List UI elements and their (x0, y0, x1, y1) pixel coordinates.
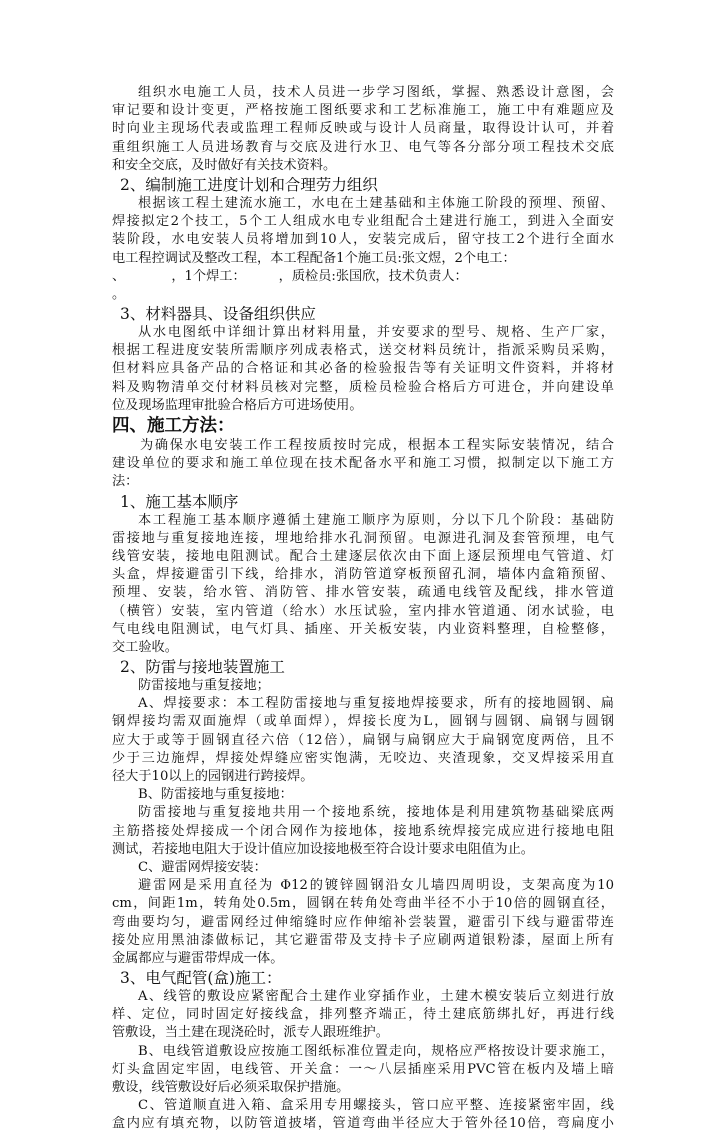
text-line: 金属都应与避雷带焊成一体。 (112, 950, 284, 966)
heading-basic-sequence: 1、施工基本顺序 (120, 492, 239, 511)
text-line: 本工程施工基本顺序遵循土建施工顺序为原则，分以下几个阶段：基础防 (138, 512, 614, 528)
text-line: 盒内应有填充物，以防管道披堵，管道弯曲半径应大于管外径10倍，弯扁度小 (112, 1116, 614, 1132)
paragraph-part-c (112, 877, 614, 968)
text-line: C、管道顺直进入箱、盒采用专用螺接头，管口应平整、连接紧密牢固，线 (138, 1098, 614, 1114)
paragraph-materials (112, 324, 614, 415)
text-line: 焊接拟定2个技工，5个工人组成水电专业组配合土建进行施工，到进入全面安 (112, 214, 614, 230)
text-line: 时向业主现场代表或监理工程师反映或与设计人员商量，取得设计认可，并着 (112, 121, 614, 137)
text-line: 防雷接地与重复接地共用一个接地系统，接地体是利用建筑物基础梁底两 (138, 805, 614, 821)
paragraph-part-b (112, 804, 614, 859)
text-line: 。 (112, 286, 126, 302)
text-line: 根据该工程土建流水施工，水电在土建基础和主体施工阶段的预埋、预留、 (138, 195, 614, 211)
text-line: 敷设，线管敷设好后必须采取保护措施。 (112, 1080, 350, 1095)
text-line: （横管）安装，室内管道（给水）水压试验，室内排水管道通、闭水试验，电 (112, 603, 614, 619)
text-line: 钢焊接均需双面施焊（或单面焊），焊接长度为L，圆钢与圆钢、扁钢与圆钢 (112, 714, 614, 730)
text-line: 避雷网是采用直径为 Φ12的镀锌圆钢沿女儿墙四周明设，支架高度为10 (138, 878, 614, 894)
text-line: 径大于10以上的园钢进行跨接焊。 (112, 769, 314, 784)
paragraph-welding-requirements (112, 695, 614, 786)
text-line: B、电线管道敷设应按施工图纸标准位置走向，规格应严格按设计要求施工， (138, 1043, 614, 1059)
subheading-part-c: C、避雷网焊接安装： (138, 859, 267, 875)
text-line: 料及购物清单交付材料员核对完整，质检员检验合格后方可进仓，并向建设单 (112, 379, 614, 395)
heading-materials: 3、材料器具、设备组织供应 (120, 305, 316, 324)
text-line: 样、定位，同时固定好接线盒，排列整齐端正，待土建底筋绑扎好，再进行线 (112, 1007, 614, 1023)
text-line: 雷接地与重复接地连接，埋地给排水孔洞预留。电源进孔洞及套管预埋，电气 (112, 530, 614, 546)
text-line: 接处应用黑油漆做标记，其它避雷带及支持卡子应刷两道银粉漆，屋面上所有 (112, 932, 614, 948)
text-line: 测试，若接地电阻大于设计值应加设接地极至符合设计要求电阻值为止。 (112, 841, 534, 857)
text-line: 重组织施工人员进场教育与交底及进行水卫、电气等各分部分项工程技术交底 (112, 139, 614, 155)
text-line: 气电线电阻测试，电气灯具、插座、开关板安装，内业资料整理，自检整修， (112, 621, 614, 637)
text-line: 根据工程进度安装所需顺序列成表格式，送交材料员统计，指派采购员采购， (112, 343, 614, 359)
heading-schedule: 2、编制施工进度计划和合理劳力组织 (120, 175, 378, 194)
text-line: 法： (112, 474, 139, 490)
text-line: 组织水电施工人员，技术人员进一步学习图纸，掌握、熟悉设计意图，会 (138, 85, 614, 100)
text-line: 从水电图纸中详细计算出材料用量，并安要求的型号、规格、生产厂家， (138, 325, 614, 341)
text-line: 为确保水电安装工作工程按质按时完成，根据本工程实际安装情况，结合 (140, 438, 614, 453)
text-line: 审记要和设计变更，严格按施工图纸要求和工艺标准施工，施工中有难题应及 (112, 103, 614, 119)
text-line: 电工程控调试及整改工程，本工程配备1个施工员:张文煜，2个电工： (112, 250, 516, 266)
paragraph-schedule (112, 195, 614, 304)
text-line: 、 ，1个焊工： ，质检员:张国欣，技术负责人： (112, 268, 468, 284)
text-line: A、线管的敷设应紧密配合土建作业穿插作业，土建木模安装后立刻进行放 (138, 989, 614, 1005)
paragraph-intro (112, 437, 614, 492)
text-line: 交工验收。 (112, 639, 178, 655)
subheading-part-b: B、防雷接地与重复接地： (138, 787, 293, 803)
subheading-grounding: 防雷接地与重复接地； (138, 678, 270, 694)
text-line: 但材料应具备产品的合格证和其必备的检验报告等有关证明文件资料，并将材 (112, 361, 614, 377)
text-line: 位及现场监理审批验合格后方可进场使用。 (112, 397, 363, 413)
text-line: 管敷设，当土建在现浇砼时，派专人跟班维护。 (112, 1025, 389, 1041)
paragraph-conduit-a (112, 988, 614, 1043)
text-line: 和安全交底，及时做好有关技术资料。 (112, 157, 337, 173)
document-page (112, 84, 614, 1134)
text-line: 应大于或等于圆钢直径六倍（12倍），扁钢与扁钢应大于扁钢宽度两倍，且不 (112, 732, 614, 748)
text-line: 头盒，焊接避雷引下线，给排水，消防管道穿板预留孔洞，墙体内盒箱预留、 (112, 567, 614, 583)
text-line: 装阶段，水电安装人员将增加到10人，安装完成后，留守技工2个进行全面水 (112, 232, 614, 248)
text-line: 少于三边施焊，焊接处焊缝应密实饱满，无咬边、夹渣现象，交叉焊接采用直 (112, 750, 614, 766)
text-line: A、焊接要求：本工程防雷接地与重复接地焊接要求，所有的接地圆钢、扁 (138, 696, 614, 712)
text-line: 建设单位的要求和施工单位现在技术配备水平和施工习惯，拟制定以下施工方 (112, 456, 614, 472)
paragraph-conduit-b (112, 1043, 614, 1098)
section-title-construction-methods: 四、施工方法： (112, 416, 235, 436)
paragraph-organization (112, 84, 614, 175)
paragraph-conduit-c (112, 1097, 614, 1133)
text-line: 弯曲要均匀，避雷网经过伸缩缝时应作伸缩补尝装置，避雷引下线与避雷带连 (112, 914, 614, 930)
heading-lightning-grounding: 2、防雷与接地装置施工 (120, 658, 285, 677)
text-line: 灯头盒固定牢固，电线管、开关盒：一～八层插座采用PVC管在板内及墙上暗 (112, 1061, 614, 1077)
paragraph-basic-sequence (112, 512, 614, 658)
text-line: 主筋搭接处焊接成一个闭合网作为接地体，接地系统焊接完成应进行接地电阻 (112, 823, 614, 839)
text-line: cm，间距1m，转角处0.5m，圆钢在转角处弯曲半径不小于10倍的圆钢直径， (112, 896, 614, 912)
heading-conduit: 3、电气配管(盒)施工： (120, 969, 282, 988)
text-line: 预埋、安装，给水管、消防管、排水管安装，疏通电线管及配线，排水管道 (112, 585, 614, 601)
text-line: 线管安装，接地电阻测试。配合土建逐层依次由下面上逐层预埋电气管道、灯 (112, 548, 614, 564)
